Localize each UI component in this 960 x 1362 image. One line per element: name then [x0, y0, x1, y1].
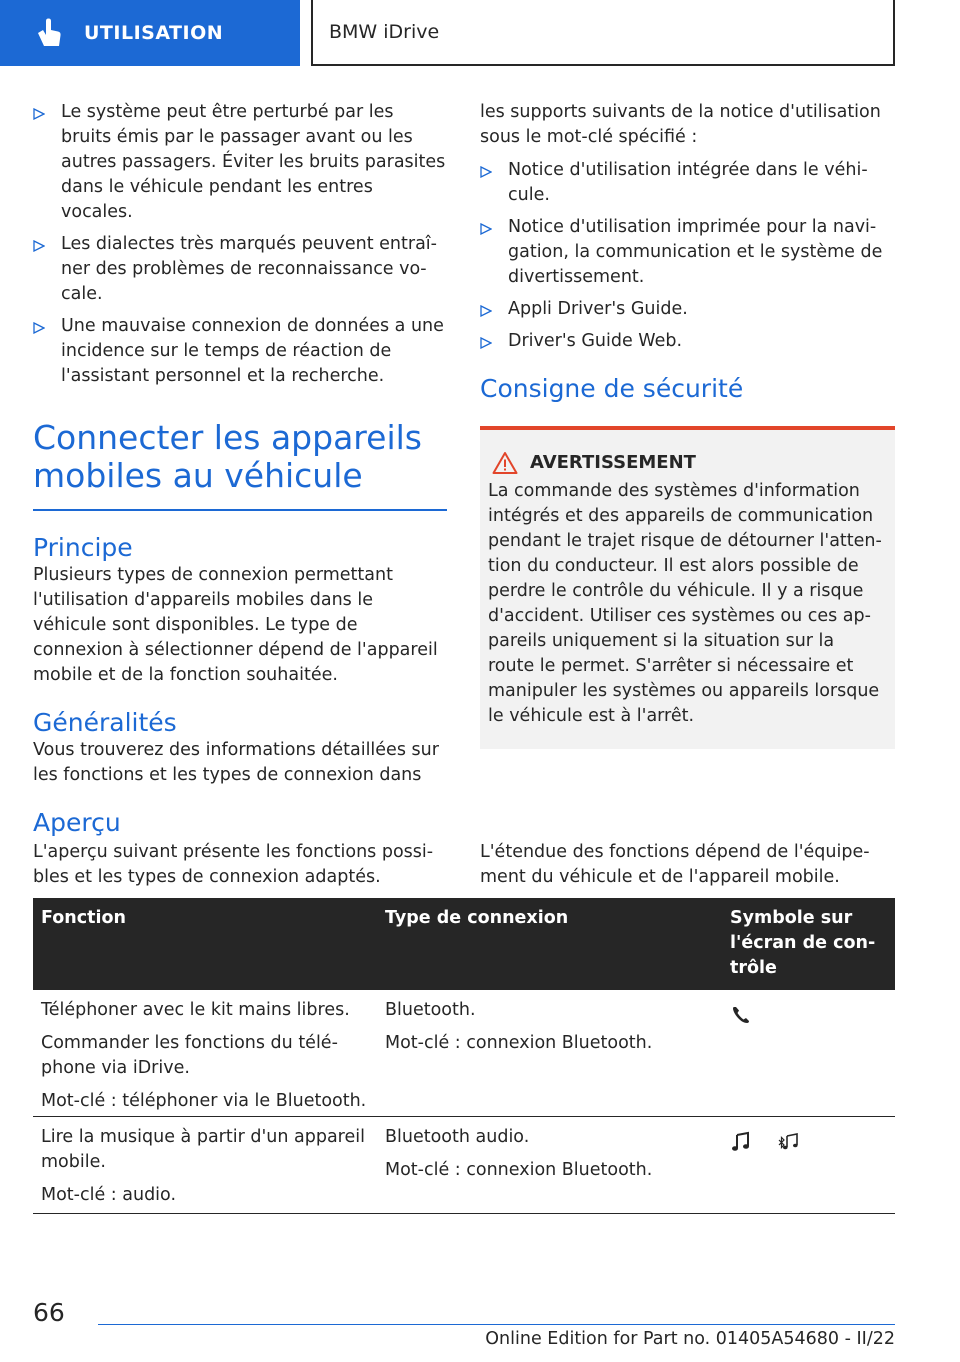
warning-title: AVERTISSEMENT — [530, 452, 696, 473]
edition-text: Online Edition for Part no. 01405A54680 - II/22 — [485, 1329, 895, 1349]
list-item: Notice d'utilisation intégrée dans le véhicule. — [480, 158, 895, 208]
list-item: Le système peut être perturbé par les bruits émis par le passager avant ou les autres passagers. Éviter les bruits parasites dans le véhicule pendant les entres vocales. — [33, 100, 447, 225]
list-item: Une mauvaise connexion de données a une incidence sur le temps de réaction de l'assistant personnel et la recherche. — [33, 314, 447, 389]
cell-type: Bluetooth. Mot-clé : connexion Bluetooth. — [385, 1000, 653, 1053]
cell-symbole — [722, 990, 895, 1116]
hand-pointer-icon — [30, 15, 66, 51]
list-item: Appli Driver's Guide. — [480, 297, 895, 322]
generalites-text: Vous trouverez des informations détaillées sur les fonctions et les types de connexion dans — [33, 740, 439, 785]
phone-icon — [730, 1004, 752, 1026]
left-column — [33, 100, 447, 788]
table-header — [33, 898, 895, 990]
bluetooth-music-icon — [778, 1131, 800, 1153]
cell-fonction: Lire la musique à partir d'un appareil mobile. Mot-clé : audio. — [41, 1127, 365, 1205]
triangle-bullet-icon — [480, 337, 492, 349]
chapter-header — [311, 0, 895, 66]
chapter-heading: Connecter les appareils mobiles au véhicule — [33, 419, 447, 511]
cell-fonction: Téléphoner avec le kit mains libres. Commander les fonctions du téléphone via iDrive. Mot-clé : téléphoner via le Bluetooth. — [41, 1000, 367, 1111]
music-note-icon — [730, 1131, 752, 1153]
warning-triangle-icon — [492, 451, 518, 475]
connection-table — [33, 898, 895, 1214]
right-intro: les supports suivants de la notice d'utilisation sous le mot-clé spécifié : — [480, 102, 881, 147]
header-fonction: Fonction — [41, 908, 126, 928]
table-row — [33, 1117, 895, 1214]
table-row — [33, 990, 895, 1117]
triangle-bullet-icon — [33, 108, 45, 120]
right-column — [480, 100, 895, 749]
triangle-bullet-icon — [33, 240, 45, 252]
left-bullet-list — [33, 100, 447, 389]
section-tab — [0, 0, 300, 66]
apercu-heading: Aperçu — [33, 808, 121, 837]
triangle-bullet-icon — [480, 223, 492, 235]
list-item: Notice d'utilisation imprimée pour la navigation, la communication et le système de divertissement. — [480, 215, 895, 290]
header-type: Type de connexion — [385, 908, 569, 928]
triangle-bullet-icon — [480, 305, 492, 317]
right-bullet-list — [480, 158, 895, 354]
section-label: UTILISATION — [84, 22, 224, 44]
header-symbole: Symbole sur l'écran de contrôle — [730, 908, 876, 978]
cell-type: Bluetooth audio. Mot-clé : connexion Bluetooth. — [385, 1127, 653, 1180]
warning-header — [488, 450, 885, 475]
apercu-text-right: L'étendue des fonctions dépend de l'équipement du véhicule et de l'appareil mobile. — [480, 842, 870, 887]
generalites-heading: Généralités — [33, 708, 177, 737]
list-item: Driver's Guide Web. — [480, 329, 895, 354]
warning-box — [480, 426, 895, 749]
apercu-text-left: L'aperçu suivant présente les fonctions possibles et les types de connexion adaptés. — [33, 842, 434, 887]
cell-symbole — [722, 1117, 895, 1213]
list-item: Les dialectes très marqués peuvent entraîner des problèmes de reconnaissance vocale. — [33, 232, 447, 307]
consigne-heading: Consigne de sécurité — [480, 374, 744, 403]
triangle-bullet-icon — [33, 322, 45, 334]
page-number: 66 — [33, 1298, 65, 1327]
principe-text: Plusieurs types de connexion permettant l'utilisation d'appareils mobiles dans le véhicule sont disponibles. Le type de connexion à sélectionner dépend de l'appareil mobile et de la fonction souhaitée. — [33, 565, 438, 685]
warning-text: La commande des systèmes d'information intégrés et des appareils de communication pendant le trajet risque de détourner l'attention du conducteur. Il est alors possible de perdre le contrôle du véhicule. Il y a risque d'accident. Utiliser ces systèmes ou ces appareils uniquement si la situation sur la route le permet. S'arrêter si nécessaire et manipuler les systèmes ou appareils lorsque le véhicule est à l'arrêt. — [488, 481, 882, 726]
principe-heading: Principe — [33, 533, 133, 562]
chapter-title: BMW iDrive — [329, 21, 440, 43]
footer-rule — [98, 1324, 895, 1349]
triangle-bullet-icon — [480, 166, 492, 178]
